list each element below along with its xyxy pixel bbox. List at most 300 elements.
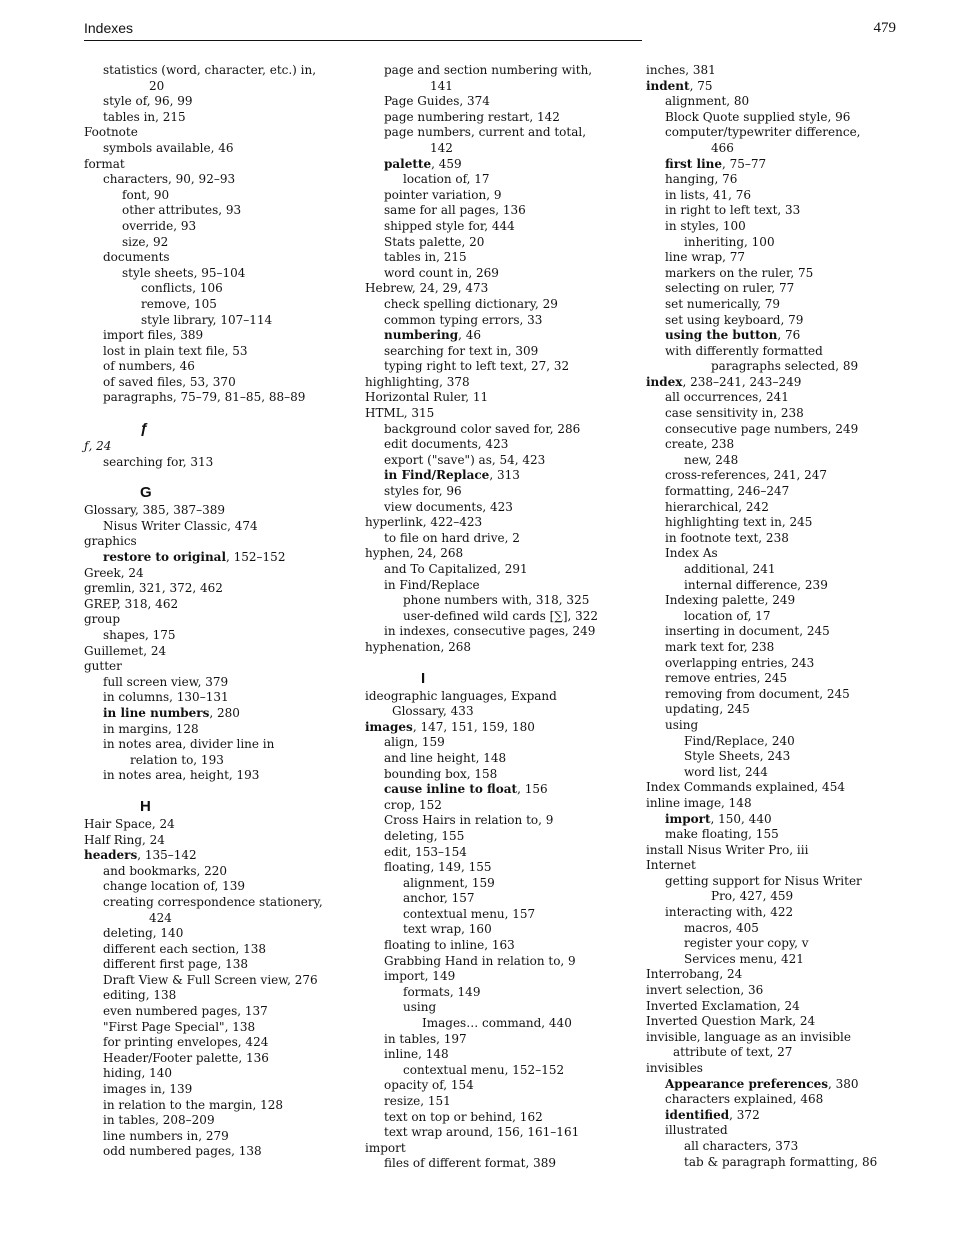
index-entry-text: make floating, 155 (665, 827, 779, 842)
index-entry-text: other attributes, 93 (122, 203, 242, 218)
index-entry (365, 1141, 627, 1157)
index-entry-text: new, 248 (684, 452, 739, 467)
index-entry-text: odd numbered pages, 138 (103, 1144, 262, 1159)
index-entry (384, 203, 627, 219)
index-entry (684, 749, 912, 765)
index-entry-term-bold: import (665, 811, 711, 826)
index-entry (103, 519, 346, 535)
index-entry-text: invisible, language as an invisible (646, 1029, 851, 1044)
index-entry (103, 1020, 346, 1036)
index-entry (122, 219, 346, 235)
index-entry-text: Glossary, 385, 387–389 (84, 503, 226, 518)
index-entry-text: location of, 17 (684, 608, 771, 623)
index-entry-text: text wrap around, 156, 161–161 (384, 1125, 580, 1140)
index-entry-text: style sheets, 95–104 (122, 265, 246, 280)
index-entry (384, 798, 627, 814)
index-entry (384, 1047, 627, 1063)
index-entry (84, 817, 346, 833)
index-entry (384, 219, 627, 235)
index-entry-text: HTML, 315 (365, 406, 435, 421)
index-entry-text: , 280 (209, 705, 240, 720)
index-entry (103, 722, 346, 738)
index-entry-text: shapes, 175 (103, 628, 176, 642)
index-entry (646, 983, 912, 999)
index-entry (365, 406, 627, 422)
index-entry (103, 94, 346, 110)
index-entry (403, 891, 627, 907)
index-entry (384, 453, 627, 469)
index-entry (665, 266, 912, 282)
index-entry-text: set numerically, 79 (665, 296, 781, 311)
index-entry (384, 297, 627, 313)
index-entry-text: inline image, 148 (646, 795, 752, 810)
index-entry-term-bold: images (365, 719, 413, 734)
index-entry (141, 297, 346, 313)
index-entry-text: characters, 90, 92–93 (103, 172, 236, 187)
index-column-1 (84, 63, 346, 1160)
index-entry (103, 1004, 346, 1020)
index-entry-text: page and section numbering with, (384, 63, 593, 77)
index-entry (103, 973, 346, 989)
index-entry-text: in footnote text, 238 (665, 530, 789, 545)
index-entry (84, 439, 346, 455)
index-entry (684, 921, 912, 937)
index-entry-text: even numbered pages, 137 (103, 1004, 268, 1019)
index-entry-text: and line height, 148 (384, 750, 507, 765)
index-entry (384, 500, 627, 516)
index-entry-text: styles for, 96 (384, 484, 462, 499)
index-entry (384, 1032, 627, 1048)
index-entry-term-bold: palette (384, 156, 432, 171)
index-entry-text: word list, 244 (684, 764, 768, 779)
index-entry (665, 297, 912, 313)
index-entry-term-bold: identified (665, 1107, 730, 1122)
index-entry-text: text wrap, 160 (403, 922, 492, 937)
index-entry-text: hyphenation, 268 (365, 639, 472, 654)
index-entry-text: register your copy, v (684, 936, 809, 951)
index-entry (384, 860, 627, 876)
index-entry-text: symbols available, 46 (103, 140, 234, 155)
index-entry (103, 344, 346, 360)
index-entry-text: ƒ, 24 (84, 439, 112, 454)
index-entry-text: Nisus Writer Classic, 474 (103, 518, 258, 533)
index-entry (84, 534, 346, 550)
index-entry-text: Grabbing Hand in relation to, 9 (384, 953, 576, 968)
index-entry-text: internal difference, 239 (684, 577, 828, 592)
index-entry (384, 250, 627, 266)
index-column-2 (365, 63, 627, 1172)
index-entry-text: for printing envelopes, 424 (103, 1035, 269, 1050)
index-entry (646, 1061, 912, 1077)
index-entry (384, 751, 627, 767)
index-letter-heading: H (140, 797, 151, 815)
index-entry (646, 967, 912, 983)
index-entry (122, 266, 346, 282)
index-entry (646, 999, 912, 1015)
index-entry (665, 1123, 912, 1139)
index-entry (84, 597, 346, 613)
index-entry-continuation: relation to, 193 (130, 752, 224, 767)
index-entry-text: , 238–241, 243–249 (682, 374, 802, 389)
index-entry-text: inserting in document, 245 (665, 624, 830, 639)
index-entry (103, 864, 346, 880)
index-entry (384, 829, 627, 845)
index-entry (103, 1098, 346, 1114)
index-entry-text: view documents, 423 (384, 499, 513, 514)
index-entry (384, 188, 627, 204)
index-entry-text: set using keyboard, 79 (665, 312, 804, 327)
index-entry-text: in notes area, divider line in (103, 737, 275, 752)
index-entry (665, 718, 912, 734)
index-entry (665, 328, 912, 344)
index-entry-text: page numbers, current and total, (384, 125, 587, 140)
index-entry-text: Images… command, 440 (422, 1016, 572, 1031)
index-entry (365, 640, 627, 656)
index-entry (103, 1051, 346, 1067)
index-entry (384, 624, 627, 640)
index-entry-term-bold: restore to original (103, 550, 227, 565)
index-entry-text: with differently formatted (665, 343, 823, 358)
index-entry (665, 593, 912, 609)
index-entry (84, 581, 346, 597)
index-entry (646, 858, 912, 874)
index-entry-text: Cross Hairs in relation to, 9 (384, 813, 554, 828)
index-entry-text: Services menu, 421 (684, 951, 804, 966)
running-header-title: Indexes (84, 20, 134, 36)
index-entry-text: group (84, 612, 121, 627)
index-entry-text: tables in, 215 (103, 109, 186, 124)
index-entry-text: in tables, 208–209 (103, 1113, 215, 1128)
index-entry-text: highlighting, 378 (365, 374, 470, 389)
index-entry-text: floating, 149, 155 (384, 860, 492, 875)
index-entry-text: cross-references, 241, 247 (665, 468, 828, 483)
index-entry (684, 609, 912, 625)
index-entry (665, 422, 912, 438)
index-entry (684, 765, 912, 781)
index-letter-heading: G (140, 484, 152, 502)
index-entry (384, 782, 627, 798)
index-entry-text: export ("save") as, 54, 423 (384, 452, 546, 467)
index-entry-continuation: 20 (149, 78, 165, 93)
index-entry-term-bold: indent (646, 78, 690, 93)
index-entry (365, 546, 627, 562)
index-entry-text: create, 238 (665, 437, 735, 452)
index-entry-text: edit documents, 423 (384, 437, 509, 452)
index-entry-text: , 459 (431, 156, 462, 171)
index-entry (384, 468, 627, 484)
index-entry-text: remove, 105 (141, 296, 217, 311)
index-entry (365, 689, 627, 720)
index-entry-term-bold: headers (84, 848, 138, 863)
index-entry-text: hyperlink, 422–423 (365, 515, 483, 530)
index-entry-text: Index Commands explained, 454 (646, 780, 845, 795)
index-entry (665, 1077, 912, 1093)
index-entry (384, 1110, 627, 1126)
index-entry-text: inheriting, 100 (684, 234, 775, 249)
index-entry-text: illustrated (665, 1123, 728, 1138)
index-entry (103, 926, 346, 942)
index-entry-text: import files, 389 (103, 328, 204, 343)
index-entry-text: Find/Replace, 240 (684, 733, 795, 748)
index-entry-text: hyphen, 24, 268 (365, 546, 464, 561)
index-entry (684, 1155, 912, 1171)
index-entry (103, 690, 346, 706)
index-entry-text: alignment, 80 (665, 94, 750, 109)
index-entry-text: to file on hard drive, 2 (384, 530, 520, 545)
index-entry (384, 767, 627, 783)
index-entry-term-bold: using the button (665, 328, 778, 343)
index-entry (103, 895, 346, 926)
index-entry (384, 813, 627, 829)
index-entry-text: Block Quote supplied style, 96 (665, 109, 851, 124)
index-entry-text: gutter (84, 659, 122, 674)
index-entry-text: searching for, 313 (103, 454, 214, 469)
index-entry (665, 905, 912, 921)
index-entry (103, 250, 346, 266)
index-entry (384, 437, 627, 453)
index-entry-text: markers on the ruler, 75 (665, 265, 814, 280)
index-entry-text: in Find/Replace (384, 577, 480, 592)
index-entry-text: interacting with, 422 (665, 905, 794, 920)
index-entry (84, 612, 346, 628)
index-entry-text: additional, 241 (684, 562, 776, 576)
index-entry-text: install Nisus Writer Pro, iii (646, 842, 809, 857)
index-entry (365, 515, 627, 531)
index-entry-continuation: 141 (430, 78, 453, 93)
index-entry (365, 281, 627, 297)
index-entry (665, 687, 912, 703)
index-entry-text: selecting on ruler, 77 (665, 281, 795, 296)
index-entry-text: background color saved for, 286 (384, 421, 581, 436)
index-entry-text: lost in plain text file, 53 (103, 343, 248, 358)
index-entry-text: hanging, 76 (665, 172, 738, 187)
index-entry-text: hiding, 140 (103, 1066, 173, 1081)
index-entry-text: in margins, 128 (103, 721, 199, 736)
index-entry (103, 141, 346, 157)
index-entry (684, 235, 912, 251)
index-entry (84, 157, 346, 173)
index-entry (384, 1094, 627, 1110)
index-entry (384, 110, 627, 126)
index-entry-text: contextual menu, 152–152 (403, 1062, 565, 1077)
index-entry-text: in notes area, height, 193 (103, 768, 260, 783)
index-entry-text: in tables, 197 (384, 1031, 467, 1046)
index-entry (365, 375, 627, 391)
index-entry-term-bold: Appearance preferences (665, 1076, 828, 1091)
index-entry-text: Inverted Question Mark, 24 (646, 1014, 816, 1029)
index-entry (384, 359, 627, 375)
index-entry-text: edit, 153–154 (384, 844, 467, 859)
index-entry-text: inline, 148 (384, 1047, 449, 1062)
index-entry-text: , 372 (729, 1107, 760, 1122)
index-entry (665, 203, 912, 219)
index-entry-text: conflicts, 106 (141, 281, 223, 296)
index-entry-text: , 380 (827, 1076, 859, 1091)
index-entry (384, 954, 627, 970)
index-entry-text: Interrobang, 24 (646, 967, 743, 982)
index-entry (103, 359, 346, 375)
index-entry (403, 907, 627, 923)
index-entry-text: tables in, 215 (384, 250, 467, 265)
index-entry-text: shipped style for, 444 (384, 218, 515, 233)
index-entry-text: Internet (646, 858, 696, 873)
index-entry (384, 235, 627, 251)
index-entry (122, 235, 346, 251)
index-entry-text: formats, 149 (403, 984, 481, 999)
index-entry (84, 848, 346, 864)
index-entry-text: gremlin, 321, 372, 462 (84, 581, 223, 596)
index-entry (403, 922, 627, 938)
index-entry-text: overlapping entries, 243 (665, 655, 815, 670)
index-entry (646, 79, 912, 95)
index-entry (684, 936, 912, 952)
index-entry (665, 656, 912, 672)
index-entry (103, 768, 346, 784)
index-entry-text: line numbers in, 279 (103, 1128, 229, 1143)
index-entry-term-bold: in Find/Replace (384, 468, 490, 483)
index-entry (403, 876, 627, 892)
index-entry-text: location of, 17 (403, 172, 490, 187)
index-entry (365, 720, 627, 736)
index-entry (122, 188, 346, 204)
index-entry-text: word count in, 269 (384, 265, 499, 280)
index-entry-text: anchor, 157 (403, 891, 475, 906)
index-entry-text: , 76 (777, 328, 801, 343)
index-entry-text: inches, 381 (646, 63, 716, 77)
index-entry (103, 390, 346, 406)
index-entry-term-bold: first line (665, 156, 722, 171)
index-entry (646, 63, 912, 79)
index-entry (384, 562, 627, 578)
index-entry-text: font, 90 (122, 187, 170, 202)
index-entry (684, 734, 912, 750)
index-entry-text: alignment, 159 (403, 875, 495, 890)
index-entry-text: Hair Space, 24 (84, 816, 175, 831)
index-entry (103, 455, 346, 471)
index-entry-text: Half Ring, 24 (84, 832, 165, 847)
index-entry (84, 659, 346, 675)
index-entry (665, 640, 912, 656)
index-entry (365, 390, 627, 406)
index-entry-text: getting support for Nisus Writer (665, 873, 862, 888)
index-entry-text: ideographic languages, Expand (365, 688, 557, 703)
index-entry-text: check spelling dictionary, 29 (384, 296, 558, 311)
index-entry (103, 628, 346, 644)
index-entry (103, 988, 346, 1004)
index-entry (403, 1063, 627, 1079)
index-entry-text: style library, 107–114 (141, 312, 273, 327)
index-entry-text: searching for text in, 309 (384, 343, 539, 358)
index-entry (665, 125, 912, 156)
index-entry (665, 437, 912, 453)
index-entry (103, 706, 346, 722)
index-entry (384, 969, 627, 985)
index-entry-text: statistics (word, character, etc.) in, (103, 63, 317, 77)
index-entry (665, 390, 912, 406)
index-entry (384, 938, 627, 954)
index-entry-text: graphics (84, 534, 137, 549)
index-entry-text: documents (103, 250, 170, 265)
index-entry (103, 1113, 346, 1129)
index-entry-text: in columns, 130–131 (103, 690, 229, 705)
index-entry-text: removing from document, 245 (665, 686, 850, 701)
index-entry (646, 780, 912, 796)
index-entry-text: Hebrew, 24, 29, 473 (365, 281, 489, 296)
index-entry-text: creating correspondence stationery, (103, 894, 323, 909)
index-entry (103, 328, 346, 344)
index-entry (84, 644, 346, 660)
index-entry-text: same for all pages, 136 (384, 203, 526, 218)
index-entry (665, 1108, 912, 1124)
index-entry (665, 702, 912, 718)
index-entry-text: Footnote (84, 125, 138, 140)
index-entry (665, 250, 912, 266)
index-entry-term-bold: in line numbers (103, 705, 210, 720)
index-entry-text: in relation to the margin, 128 (103, 1097, 284, 1112)
index-entry (384, 328, 627, 344)
index-entry (665, 827, 912, 843)
index-entry-continuation: 466 (711, 140, 734, 155)
index-entry-text: , 75–77 (722, 156, 767, 171)
index-entry (665, 188, 912, 204)
index-entry-text: Stats palette, 20 (384, 234, 485, 249)
index-entry-text: in indexes, consecutive pages, 249 (384, 624, 596, 639)
index-entry (384, 313, 627, 329)
index-entry (384, 484, 627, 500)
index-entry (384, 1125, 627, 1141)
index-entry (384, 125, 627, 156)
index-entry-text: pointer variation, 9 (384, 187, 502, 202)
index-entry (646, 1030, 912, 1061)
index-entry (103, 675, 346, 691)
index-entry-text: deleting, 155 (384, 828, 465, 843)
index-entry-text: , 150, 440 (710, 811, 772, 826)
index-entry (384, 531, 627, 547)
index-entry (103, 1035, 346, 1051)
index-entry-text: paragraphs, 75–79, 81–85, 88–89 (103, 390, 306, 405)
index-entry (403, 172, 627, 188)
index-entry-text: size, 92 (122, 234, 169, 249)
index-entry (665, 624, 912, 640)
index-entry-text: , 135–142 (137, 848, 197, 863)
index-entry-text: line wrap, 77 (665, 250, 746, 265)
index-entry (103, 172, 346, 188)
index-entry (84, 503, 346, 519)
index-entry (141, 281, 346, 297)
index-entry (665, 406, 912, 422)
index-entry-text: highlighting text in, 245 (665, 515, 813, 530)
index-entry-text: GREP, 318, 462 (84, 596, 179, 611)
index-entry-text: Greek, 24 (84, 565, 144, 580)
index-entry-text: common typing errors, 33 (384, 312, 543, 327)
index-entry-text: different each section, 138 (103, 941, 266, 956)
index-entry-text: of numbers, 46 (103, 359, 195, 374)
index-entry-continuation: Pro, 427, 459 (711, 889, 794, 904)
index-entry (384, 94, 627, 110)
index-entry-text: bounding box, 158 (384, 766, 498, 781)
index-entry-continuation: paragraphs selected, 89 (711, 359, 859, 374)
index-entry-text: override, 93 (122, 218, 197, 233)
index-entry-text: in right to left text, 33 (665, 203, 801, 218)
index-entry-text: invisibles (646, 1061, 703, 1075)
index-entry-text: style of, 96, 99 (103, 94, 193, 109)
index-entry-text: updating, 245 (665, 702, 750, 717)
index-entry (665, 219, 912, 235)
index-entry-text: typing right to left text, 27, 32 (384, 359, 570, 374)
index-column-3 (646, 63, 912, 1170)
index-entry-text: computer/typewriter difference, (665, 125, 861, 140)
index-letter-heading: ƒ (140, 420, 149, 438)
